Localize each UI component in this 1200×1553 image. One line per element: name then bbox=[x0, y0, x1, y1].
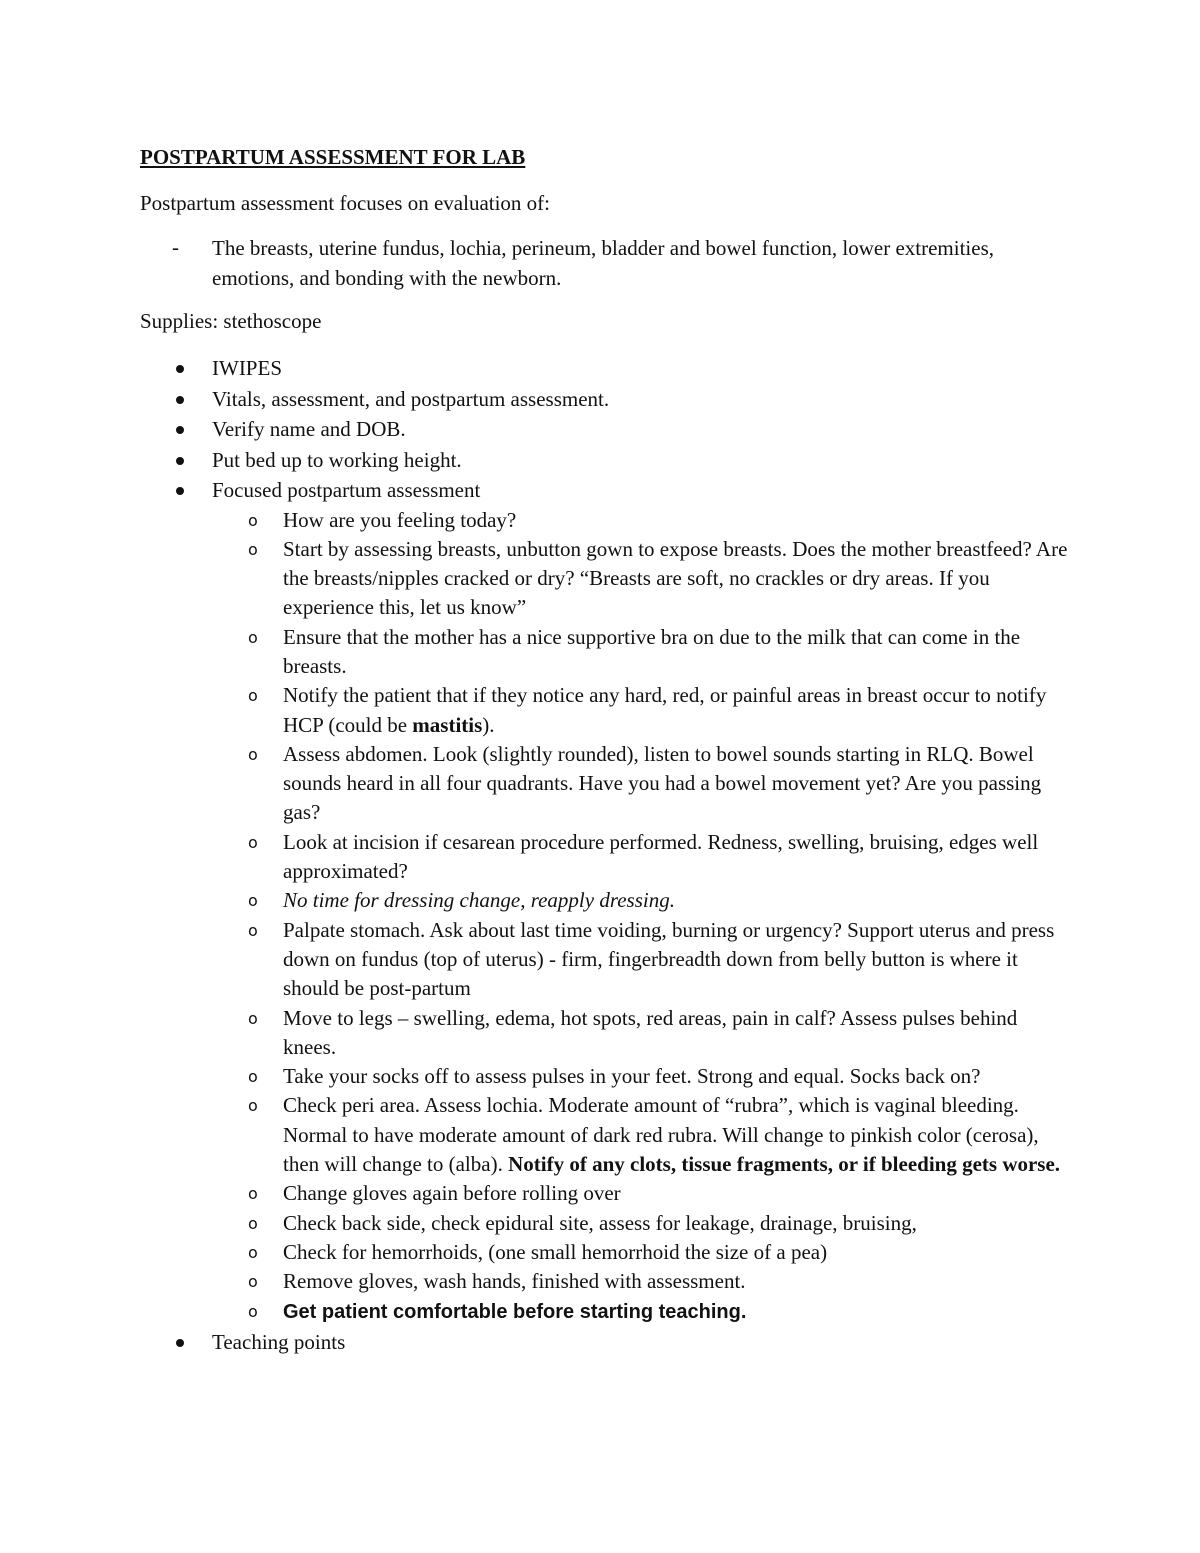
circle-bullet-icon: o bbox=[248, 1272, 258, 1292]
sub-list-item bbox=[0, 1238, 1073, 1267]
sub-item-text: How are you feeling today? bbox=[283, 507, 517, 532]
sub-item-text: Check for hemorrhoids, (one small hemorrhoid the size of a pea) bbox=[283, 1239, 828, 1264]
sub-list-item bbox=[0, 623, 1073, 682]
sub-list-item bbox=[0, 828, 1073, 887]
sub-list-item bbox=[0, 1091, 1073, 1179]
bullet-item bbox=[0, 445, 1200, 476]
mastitis-emphasis: mastitis bbox=[412, 712, 483, 737]
bullet-text: Verify name and DOB. bbox=[212, 417, 406, 441]
intro-paragraph: Postpartum assessment focuses on evaluation of: bbox=[140, 191, 551, 215]
circle-bullet-icon: o bbox=[248, 744, 258, 764]
sub-list-item bbox=[0, 1179, 1073, 1208]
sub-list-item bbox=[0, 535, 1073, 623]
circle-bullet-icon: o bbox=[248, 1067, 258, 1087]
circle-bullet-icon: o bbox=[248, 1008, 258, 1028]
sub-item-text: Palpate stomach. Ask about last time voiding, burning or urgency? Support uterus and press down on fundus (top of uterus) - firm, fingerbreadth down from belly button is where it should be post-partum bbox=[283, 917, 1055, 1001]
circle-bullet-icon: o bbox=[248, 627, 258, 647]
bullet-item bbox=[0, 475, 1200, 506]
sub-list-item bbox=[0, 1267, 1073, 1296]
bullet-dot-icon bbox=[176, 457, 184, 465]
sub-item-text: Check back side, check epidural site, assess for leakage, drainage, bruising, bbox=[283, 1210, 917, 1235]
bullet-text: IWIPES bbox=[212, 356, 282, 380]
bullet-dot-icon bbox=[176, 365, 184, 373]
sub-item-text: No time for dressing change, reapply dressing. bbox=[283, 888, 675, 913]
circle-bullet-icon: o bbox=[248, 1242, 258, 1262]
sub-item-text: Remove gloves, wash hands, finished with assessment. bbox=[283, 1269, 746, 1294]
bullet-dot-icon bbox=[176, 396, 184, 404]
sub-item-text: Start by assessing breasts, unbutton gown to expose breasts. Does the mother breastfeed? Are the breasts/nipples cracked or dry? “Breasts are soft, no crackles or dry areas. If you experience this, let us know” bbox=[283, 536, 1068, 620]
dash-list-item: The breasts, uterine fundus, lochia, perineum, bladder and bowel function, lower extremities, emotions, and bonding with the newborn. bbox=[212, 236, 995, 290]
sub-item-text: Check peri area. Assess lochia. Moderate amount of “rubra”, which is vaginal bleeding. Normal to have moderate amount of dark red rubra. Will change to pinkish color (cerosa), then will change to (alba). bbox=[283, 1093, 1039, 1177]
bullet-text: Put bed up to working height. bbox=[212, 447, 462, 472]
circle-bullet-icon: o bbox=[248, 510, 258, 530]
sub-list-item bbox=[0, 886, 1073, 915]
bullet-text: Vitals, assessment, and postpartum assessment. bbox=[212, 386, 610, 411]
sub-list-item bbox=[0, 1209, 1073, 1238]
circle-bullet-icon: o bbox=[248, 1096, 258, 1116]
warning-emphasis: Notify of any clots, tissue fragments, or if bleeding gets worse. bbox=[508, 1152, 1061, 1177]
circle-bullet-icon: o bbox=[248, 539, 258, 559]
circle-bullet-icon: o bbox=[248, 1184, 258, 1204]
sub-list-item bbox=[0, 1297, 1073, 1327]
sub-item-text: Ensure that the mother has a nice supportive bra on due to the milk that can come in the breasts. bbox=[283, 624, 1021, 678]
bullet-text: Teaching points bbox=[212, 1329, 346, 1354]
circle-bullet-icon: o bbox=[248, 832, 258, 852]
bullet-list bbox=[0, 353, 1200, 1357]
bullet-item bbox=[0, 384, 1200, 415]
sub-list-item bbox=[0, 681, 1073, 740]
bullet-dot-icon bbox=[176, 426, 184, 434]
sub-list-item bbox=[0, 1004, 1073, 1063]
bullet-dot-icon bbox=[176, 487, 184, 495]
sub-list-item bbox=[0, 740, 1073, 828]
circle-bullet-icon: o bbox=[248, 1301, 258, 1321]
sub-item-text: Take your socks off to assess pulses in your feet. Strong and equal. Socks back on? bbox=[283, 1064, 981, 1089]
circle-bullet-icon: o bbox=[248, 920, 258, 940]
sub-list-item bbox=[0, 916, 1073, 1004]
bullet-dot-icon bbox=[176, 1339, 184, 1347]
sub-item-text-end: ). bbox=[482, 712, 495, 737]
sub-list-item bbox=[0, 506, 1073, 535]
bullet-item bbox=[0, 414, 1200, 445]
circle-bullet-icon: o bbox=[248, 1213, 258, 1233]
sub-list bbox=[0, 506, 1200, 1327]
sub-item-text: Get patient comfortable before starting teaching. bbox=[283, 1300, 747, 1323]
dash-marker: - bbox=[172, 235, 179, 259]
sub-list-item bbox=[0, 1062, 1073, 1091]
sub-item-text: Move to legs – swelling, edema, hot spots, red areas, pain in calf? Assess pulses behind knees. bbox=[283, 1005, 1018, 1059]
circle-bullet-icon: o bbox=[248, 891, 258, 911]
bullet-item bbox=[0, 353, 1200, 384]
circle-bullet-icon: o bbox=[248, 686, 258, 706]
sub-item-text: Notify the patient that if they notice any hard, red, or painful areas in breast occur to notify HCP (could be bbox=[283, 683, 1047, 737]
sub-item-text: Assess abdomen. Look (slightly rounded), listen to bowel sounds starting in RLQ. Bowel sounds heard in all four quadrants. Have you had a bowel movement yet? Are you passing gas? bbox=[283, 741, 1042, 825]
supplies-paragraph: Supplies: stethoscope bbox=[140, 309, 322, 333]
document-title: POSTPARTUM ASSESSMENT FOR LAB bbox=[140, 145, 526, 169]
sub-item-text: Change gloves again before rolling over bbox=[283, 1181, 621, 1206]
sub-item-text: Look at incision if cesarean procedure performed. Redness, swelling, bruising, edges well approximated? bbox=[283, 829, 1039, 884]
bullet-item bbox=[0, 1327, 1200, 1358]
bullet-text: Focused postpartum assessment bbox=[212, 478, 481, 502]
